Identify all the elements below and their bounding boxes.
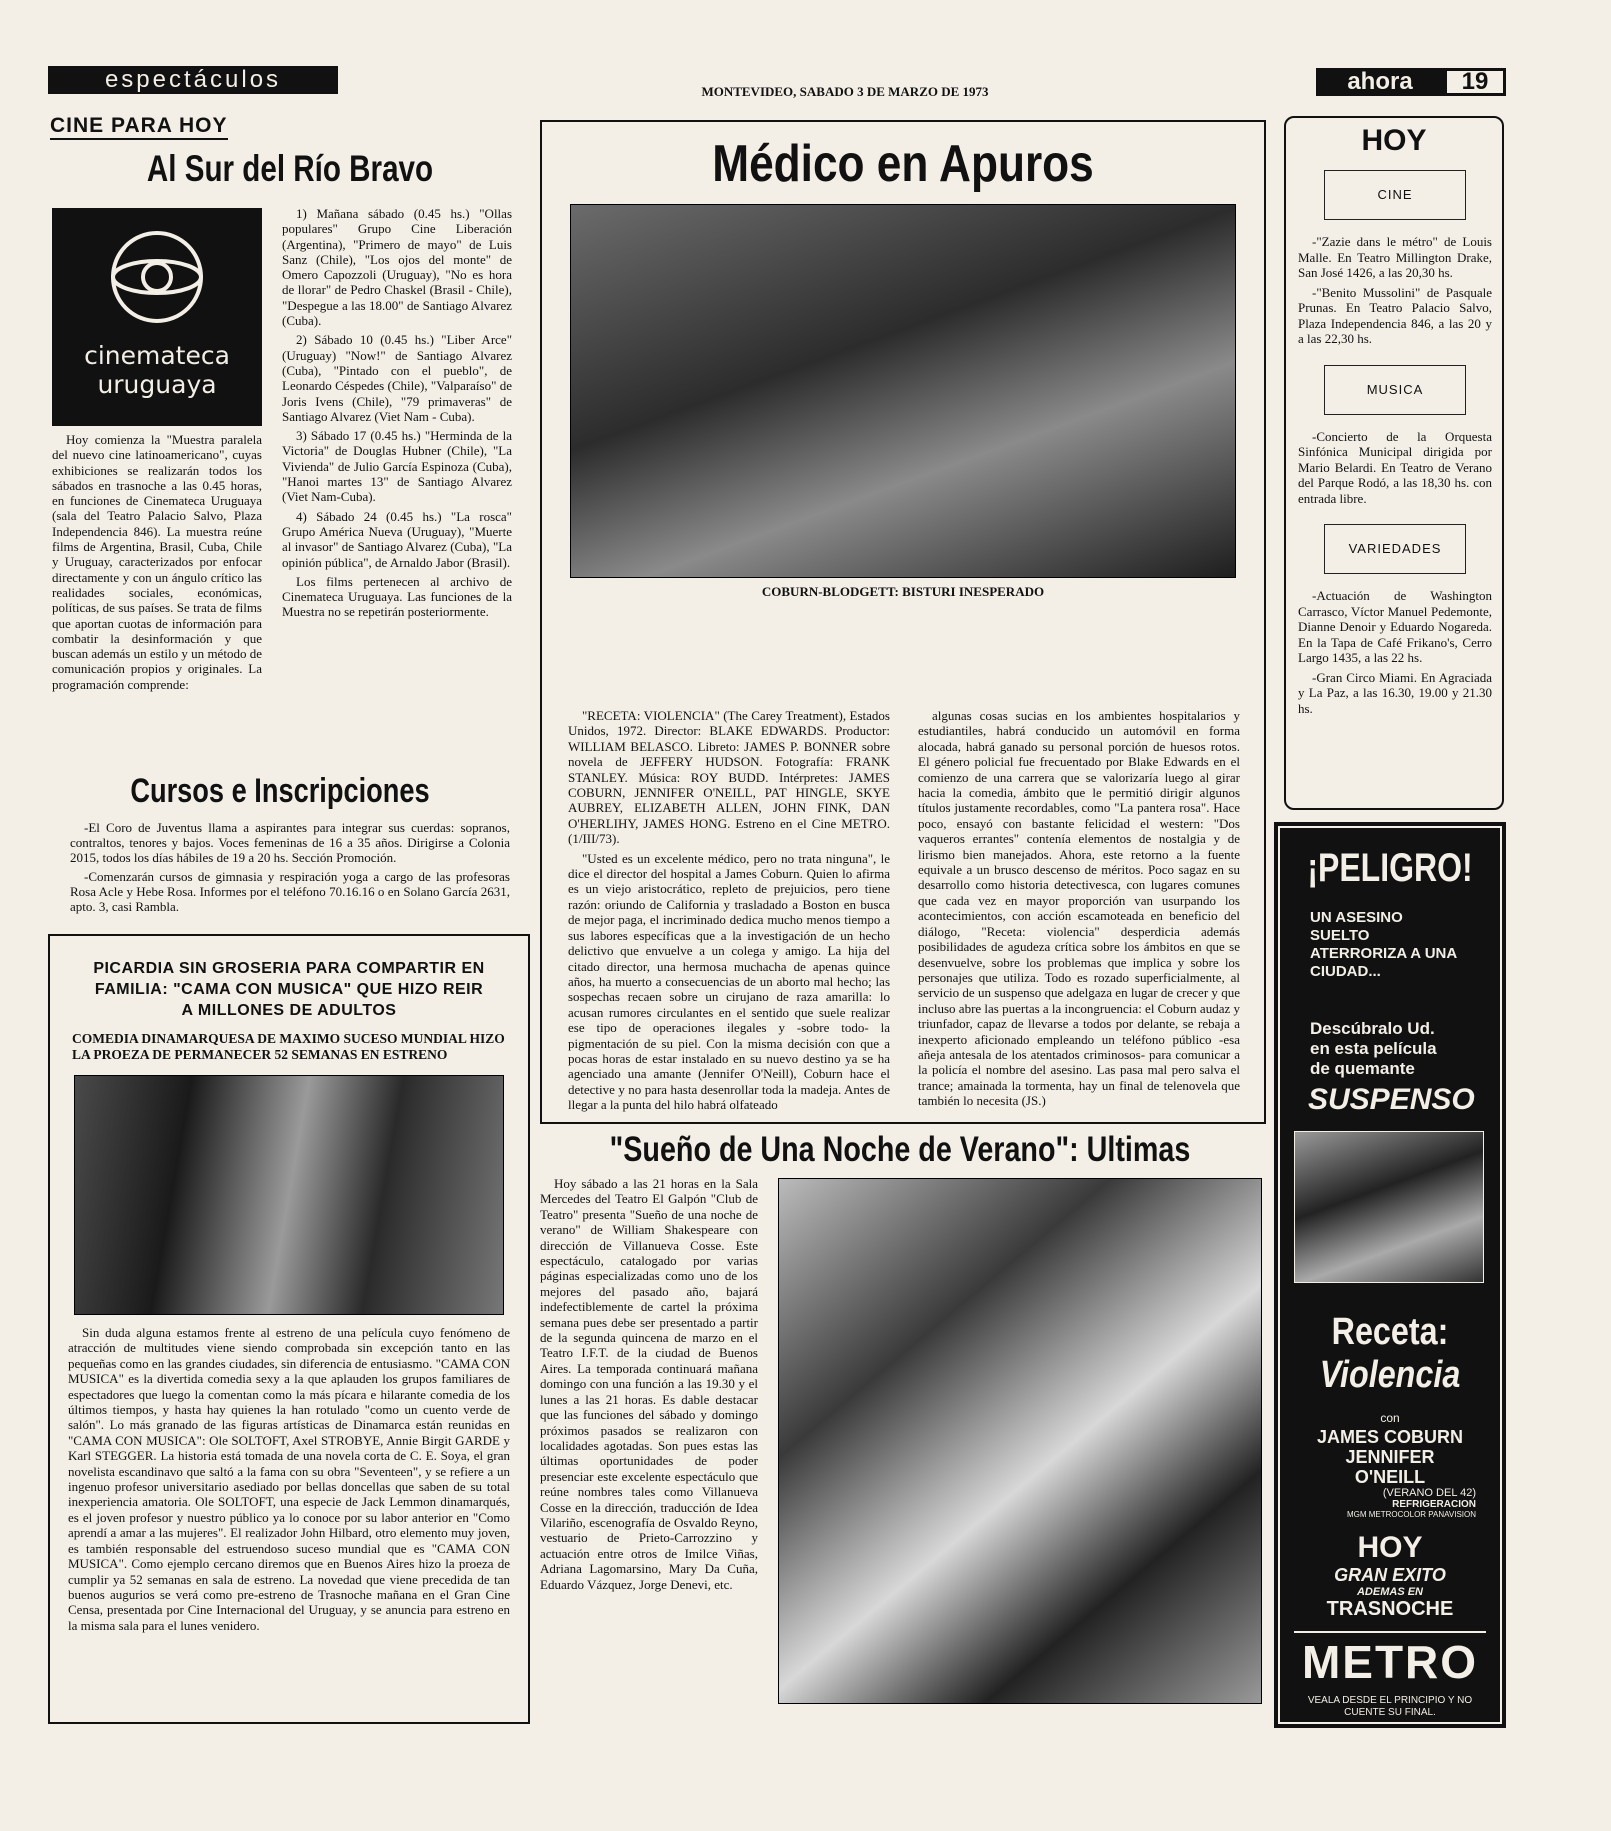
- sueno-title: "Sueño de Una Noche de Verano": Ultimas: [609, 1130, 1191, 1169]
- program-item: 2) Sábado 10 (0.45 hs.) "Liber Arce" (Uruguay) "Now!" de Santiago Alvarez (Cuba), "Pintado con el pueblo", de Leonardo Céspedes (Chile), "Valparaíso" de Joris Ivens (Chile), "79 primaveras" de Santiago Alvarez (Viet Nam - Cuba).: [282, 332, 512, 424]
- ad-stars: JAMES COBURN JENNIFER O'NEILL: [1316, 1427, 1463, 1487]
- medico-paragraph: algunas cosas sucias en los ambientes hospitalarios y estudiantiles, habrá conducido un automóvil en forma alocada, habrá ganado su personal porción de huesos rotos. El género policial fue frecuentado por Blake Edwards en el comienzo de una carrera que se valorizaría luego al girar hacia la comedia, ámbito que le permitió dirigir algunos títulos justamente recordables, como "La pantera rosa". Hace poco, ensayó con bastante felicidad el western: "Dos vaqueros errantes" contenía elementos de nostalgia y de lirismo bien manejados. Ahora, este retorno a la fuente equivale a un brusco descenso de méritos. Poco sagaz en su desarrollo como historia detectivesca, con lugares comunes que cada vez en mayor proporción van usurpando los acontecimientos, con acción escamoteada en beneficio del diálogo, "Receta: violencia" desperdicia además posibilidades de agudeza crítica sobre los ámbitos en que se desenvuelve, sobre los problemas que implica y sobre los personajes que utiliza. Todo es rozado superficialmente, al servicio de un suspenso que adelgaza en lugar de crecer y que incluso abre las puertas a la incongruencia: el Coburn audaz y triunfador, capaz de llevarse a todos por delante, se rebaja a inexperto aficionado empleando un teléfono público -esa añeja antesala de los atentados criminosos- para comunicar a la policía el nombre del asesino. Las pasa mal pero salva el trance; amainada la tormenta, hay un final de telenovela que también lo necesita (JS.): [918, 708, 1240, 1109]
- sueno-body: [540, 1176, 758, 1596]
- medico-photo: [570, 204, 1236, 578]
- section-name: espectáculos: [104, 66, 282, 93]
- medico-box: [540, 120, 1266, 1124]
- cama-paragraph: Sin duda alguna estamos frente al estreno de una película cuyo fenómeno de atracción de multitudes viene siendo comprobada sin excepción tanto en las pequeñas como en las grandes ciudades, sin diferencia de entusiasmo. "CAMA CON MUSICA" es la divertida comedia sexy a la que aplauden los grupos familiares de espectadores que luego la comentan como la más pícara e hilarante comedia de los últimos tiempos, y hasta hay quienes la han rotulado "como un cuento verde de salón". Lo más granado de las figuras artísticas de Dinamarca están reunidas en "CAMA CON MUSICA": Ole SOLTOFT, Axel STROBYE, Annie Birgit GARDE y Karl STEGGER. La historia está tomada de una novela corta de C. E. Soya, el gran novelista escandinavo que saltó a la fama con su obra "Seventeen", y se refiere a un ingenuo profesor universitario asediado por bellas doncellas que saben de su total inexperiencia amatoria. Ole SOLTOFT, una especie de Jack Lemmon dinamarqués, es el joven profesor y nuestro público ya lo conoce por su labor anterior en "Como aprendí a amar a las mujeres". El realizador John Hilbard, otro elemento muy joven, es también responsable del estruendoso suceso mundial que es "CAMA CON MUSICA". Como ejemplo cercano diremos que en Buenos Aires hizo la proeza de cumplir ya 52 semanas en sala de estreno. La novedad que viene precedida de tan buenos augurios se verá como pre-estreno de Trasnoche mañana en el Gran Cine Censa, presentada por Cine Internacional del Uruguay, y se anuncia para estreno en la misma sala para el lunes venidero.: [68, 1325, 510, 1633]
- ad-photo: [1294, 1131, 1484, 1283]
- cama-photo: [74, 1075, 504, 1315]
- kicker: CINE PARA HOY: [50, 114, 228, 140]
- program-item: 1) Mañana sábado (0.45 hs.) "Ollas populares" Grupo Cine Liberación (Argentina), "Primero de mayo" de Luis Sanz (Chile), "Los ojos del monte" de Omero Capozzoli (Uruguay), "No es hora de llorar" de Pedro Chaskel (Brasil - Chile), "Despegue a las 18.00" de Santiago Alvarez (Cuba).: [282, 206, 512, 329]
- sueno-photo: [778, 1178, 1262, 1704]
- hoy-musica-list: [1298, 429, 1492, 507]
- paper-badge: [1316, 68, 1506, 96]
- ad-title-2: Violencia: [1319, 1354, 1461, 1396]
- hoy-label-cine: CINE: [1324, 170, 1466, 220]
- ad-footer: VEALA DESDE EL PRINCIPIO Y NO CUENTE SU FINAL.: [1307, 1695, 1473, 1718]
- ad-metrocolor: MGM METROCOLOR PANAVISION: [1346, 1510, 1476, 1519]
- medico-col-1: [568, 708, 890, 1117]
- cinemateca-intro: [52, 432, 262, 696]
- hoy-label-variedades: VARIEDADES: [1324, 524, 1466, 574]
- cinemateca-logo: [52, 208, 262, 426]
- program-list: [282, 206, 512, 624]
- medico-col-2: [918, 708, 1240, 1113]
- hoy-item: -Actuación de Washington Carrasco, Víctor Manuel Pedemonte, Dianne Denoir y Eduardo Nogareda. En la Tapa de Café Frikano's, Cerro Largo 1435, a las 22 hs.: [1298, 588, 1492, 665]
- medico-credits: "RECETA: VIOLENCIA" (The Carey Treatment), Estados Unidos, 1972. Director: BLAKE EDWARDS. Productor: WILLIAM BELASCO. Libreto: JAMES P. BONNER sobre novela de JEFFERY HUDSON. Fotografía: FRANK STANLEY. Música: ROY BUDD. Intérpretes: JAMES COBURN, JENNIFER O'NEILL, PAT HINGLE, SKYE AUBREY, ELIZABETH ALLEN, JOHN FINK, DAN O'HERLIHY, JAMES HONG. Estreno en el Cine METRO. (1/III/73).: [568, 708, 890, 847]
- ad-trasnoche: TRASNOCHE: [1326, 1598, 1454, 1620]
- cama-headline: PICARDIA SIN GROSERIA PARA COMPARTIR EN FAMILIA: "CAMA CON MUSICA" QUE HIZO REIR A MILLONES DE ADULTOS: [93, 960, 485, 1019]
- cama-body: [68, 1325, 510, 1633]
- medico-title: Médico en Apuros: [712, 135, 1094, 193]
- ad-refrig: REFRIGERACION: [1392, 1499, 1476, 1510]
- ad-gran-exito: GRAN EXITO: [1334, 1565, 1446, 1585]
- ad-hoy: HOY: [1357, 1531, 1423, 1564]
- medico-paragraph: "Usted es un excelente médico, pero no trata ninguna", le dice el director del hospital a James Coburn. Quien lo afirma es un viejo aristocrático, repleto de prejuicios, pero tiene razón: oriundo de California y trasladado a Boston en busca de mejor paga, el incriminado dedica mucho menos tiempo a sus labores específicas que a la investigación de un hecho delictivo que envuelve a un colega y amigo. La hija del citado director, una hermosa muchacha de apenas quince años, ha muerto a consecuencias de un aborto mal hecho; las sospechas recaen sobre un cirujano de raza amarilla: lo acusan rumores circulantes en el sentido que suele realizar ese tipo de operaciones ilegales y -sobre todo- la pigmentación de su piel. Con la misma decisión con que a pocas horas de estar instalado en su nuevo destino ya se ha agenciado una amante (Jennifer O'Neill), Coburn hace el detective y no para hasta desenrollar toda la madeja. Antes de llegar a la punta del hilo habrá olfateado: [568, 850, 890, 1113]
- ad-peligro: ¡PELIGRO!: [1307, 846, 1473, 890]
- ad-tagline: UN ASESINO SUELTO ATERRORIZA A UNA CIUDAD...: [1310, 909, 1457, 980]
- ad-title-1: Receta:: [1331, 1311, 1449, 1353]
- ad-metro: METRO: [1301, 1636, 1479, 1688]
- page-number: 19: [1447, 71, 1503, 93]
- cama-subhead: COMEDIA DINAMARQUESA DE MAXIMO SUCESO MUNDIAL HIZO LA PROEZA DE PERMANECER 52 SEMANAS EN ESTRENO: [72, 1031, 505, 1062]
- medico-caption: COBURN-BLODGETT: BISTURI INESPERADO: [761, 584, 1045, 599]
- sueno-paragraph: Hoy sábado a las 21 horas en la Sala Mercedes del Teatro El Galpón "Club de Teatro" presenta "Sueño de una noche de verano" de William Shakespeare con dirección de Villanueva Cosse. Este espectáculo, catalogado por varias páginas especializadas como uno de los mejores del pasado año, bajará indefectiblemente de cartel la próxima semana pues debe ser presentado a partir de la segunda quincena de marzo en el Teatro I.F.T. de la ciudad de Buenos Aires. La temporada continuará mañana domingo con una función a las 19.30 y el lunes a las 21 horas. Es dable destacar que las funciones del sábado y domingo próximos pasados se realizaron con localidades agotadas. Son pues estas las últimas oportunidades de poder presenciar este excelente espectáculo que reúne nombres tales como Villanueva Cosse en la dirección, traducción de Idea Vilariño, escenografía de Osvaldo Reyno, vestuario de Prieto-Carrozzino y actuación entre otros de Imilce Viñas, Adriana Lagomarsino, Mary Da Cuña, Eduardo Vázquez, Jorge Denevi, etc.: [540, 1176, 758, 1592]
- hoy-title: HOY: [1361, 124, 1427, 157]
- hoy-cine-list: [1298, 234, 1492, 347]
- ad-suspenso: SUSPENSO: [1308, 1083, 1475, 1116]
- logo-line-1: cinemateca: [84, 341, 230, 370]
- paper-name: ahora: [1347, 68, 1413, 95]
- intro-paragraph: Hoy comienza la "Muestra paralela del nuevo cine latinoamericano", cuyas exhibiciones se realizarán todos los sábados en trasnoche a las 0.45 horas, en funciones de Cinemateca Uruguaya (sala del Teatro Palacio Salvo, Plaza Independencia 846). La muestra reúne films de Argentina, Brasil, Cuba, Chile y Uruguay, caracterizados por enfocar directamente y con un ángulo crítico las realidades sociales, económicas, políticas, de sus países. Se trata de films que aportan cuotas de información para combatir la desinformación y que buscan además un estilo y un método de comunicación propios y originales. La programación comprende:: [52, 432, 262, 692]
- cursos-item: -El Coro de Juventus llama a aspirantes para integrar sus cuerdas: sopranos, contraltos, tenores y bajos. Voces femeninas de 16 a 35 años. Dirigirse a Colonia 2015, todos los días hábiles de 19 a 20 hs. Sección Promoción.: [70, 820, 510, 865]
- ad-descubra: Descúbralo Ud. en esta película de quemante: [1310, 1019, 1437, 1078]
- hoy-item: -Concierto de la Orquesta Sinfónica Municipal dirigida por Mario Belardi. En Teatro de Verano del Parque Rodó, a las 18,30 hs. con entrada libre.: [1298, 428, 1492, 506]
- article-title: Al Sur del Río Bravo: [146, 148, 434, 189]
- dateline: MONTEVIDEO, SABADO 3 DE MARZO DE 1973: [701, 84, 989, 99]
- hoy-item: -"Zazie dans le métro" de Louis Malle. En Teatro Millington Drake, San José 1426, a las 20,30 hs.: [1298, 234, 1492, 280]
- cinemateca-emblem-icon: [97, 222, 217, 332]
- hoy-item: -"Benito Mussolini" de Pasquale Prunas. En Teatro Palacio Salvo, Plaza Independencia 846, a las 20 y a las 22,30 hs.: [1298, 284, 1492, 346]
- ad-verano: (VERANO DEL 42): [1382, 1487, 1476, 1499]
- cursos-title: Cursos e Inscripciones: [130, 772, 430, 810]
- cursos-list: [70, 820, 510, 918]
- program-item: Los films pertenecen al archivo de Cinemateca Uruguaya. Las funciones de la Muestra no se repetirán posteriormente.: [282, 573, 512, 620]
- hoy-label-musica: MUSICA: [1324, 365, 1466, 415]
- program-item: 3) Sábado 17 (0.45 hs.) "Herminda de la Victoria" de Douglas Hubner (Chile), "La Vivienda" de Julio García Espinoza (Cuba), "Hanoi martes 13" de Santiago Alvarez (Viet Nam-Cuba).: [282, 428, 512, 505]
- ad-con: con: [1380, 1411, 1400, 1425]
- receta-ad: [1274, 822, 1506, 1728]
- cursos-item: -Comenzarán cursos de gimnasia y respiración yoga a cargo de las profesoras Rosa Acle y Hebe Rosa. Informes por el teléfono 70.16.16 o en Solano García 2631, apto. 3, casi Rambla.: [70, 869, 510, 914]
- cama-box: [48, 934, 530, 1724]
- program-item: 4) Sábado 24 (0.45 hs.) "La rosca" Grupo América Nueva (Uruguay), "Muerte al invasor" de Santiago Alvarez (Cuba), "La opinión pública", de Arnaldo Jabor (Brasil).: [282, 508, 512, 570]
- hoy-item: -Gran Circo Miami. En Agraciada y La Paz, a las 16.30, 19.00 y 21.30 hs.: [1298, 669, 1492, 716]
- hoy-box: [1284, 116, 1504, 810]
- hoy-variedades-list: [1298, 588, 1492, 716]
- ad-ademas: ADEMAS EN: [1356, 1586, 1423, 1598]
- ad-inner: [1278, 826, 1502, 1724]
- logo-line-2: uruguaya: [97, 370, 217, 399]
- ad-metro-bar: [1294, 1631, 1486, 1633]
- section-banner: [48, 66, 338, 94]
